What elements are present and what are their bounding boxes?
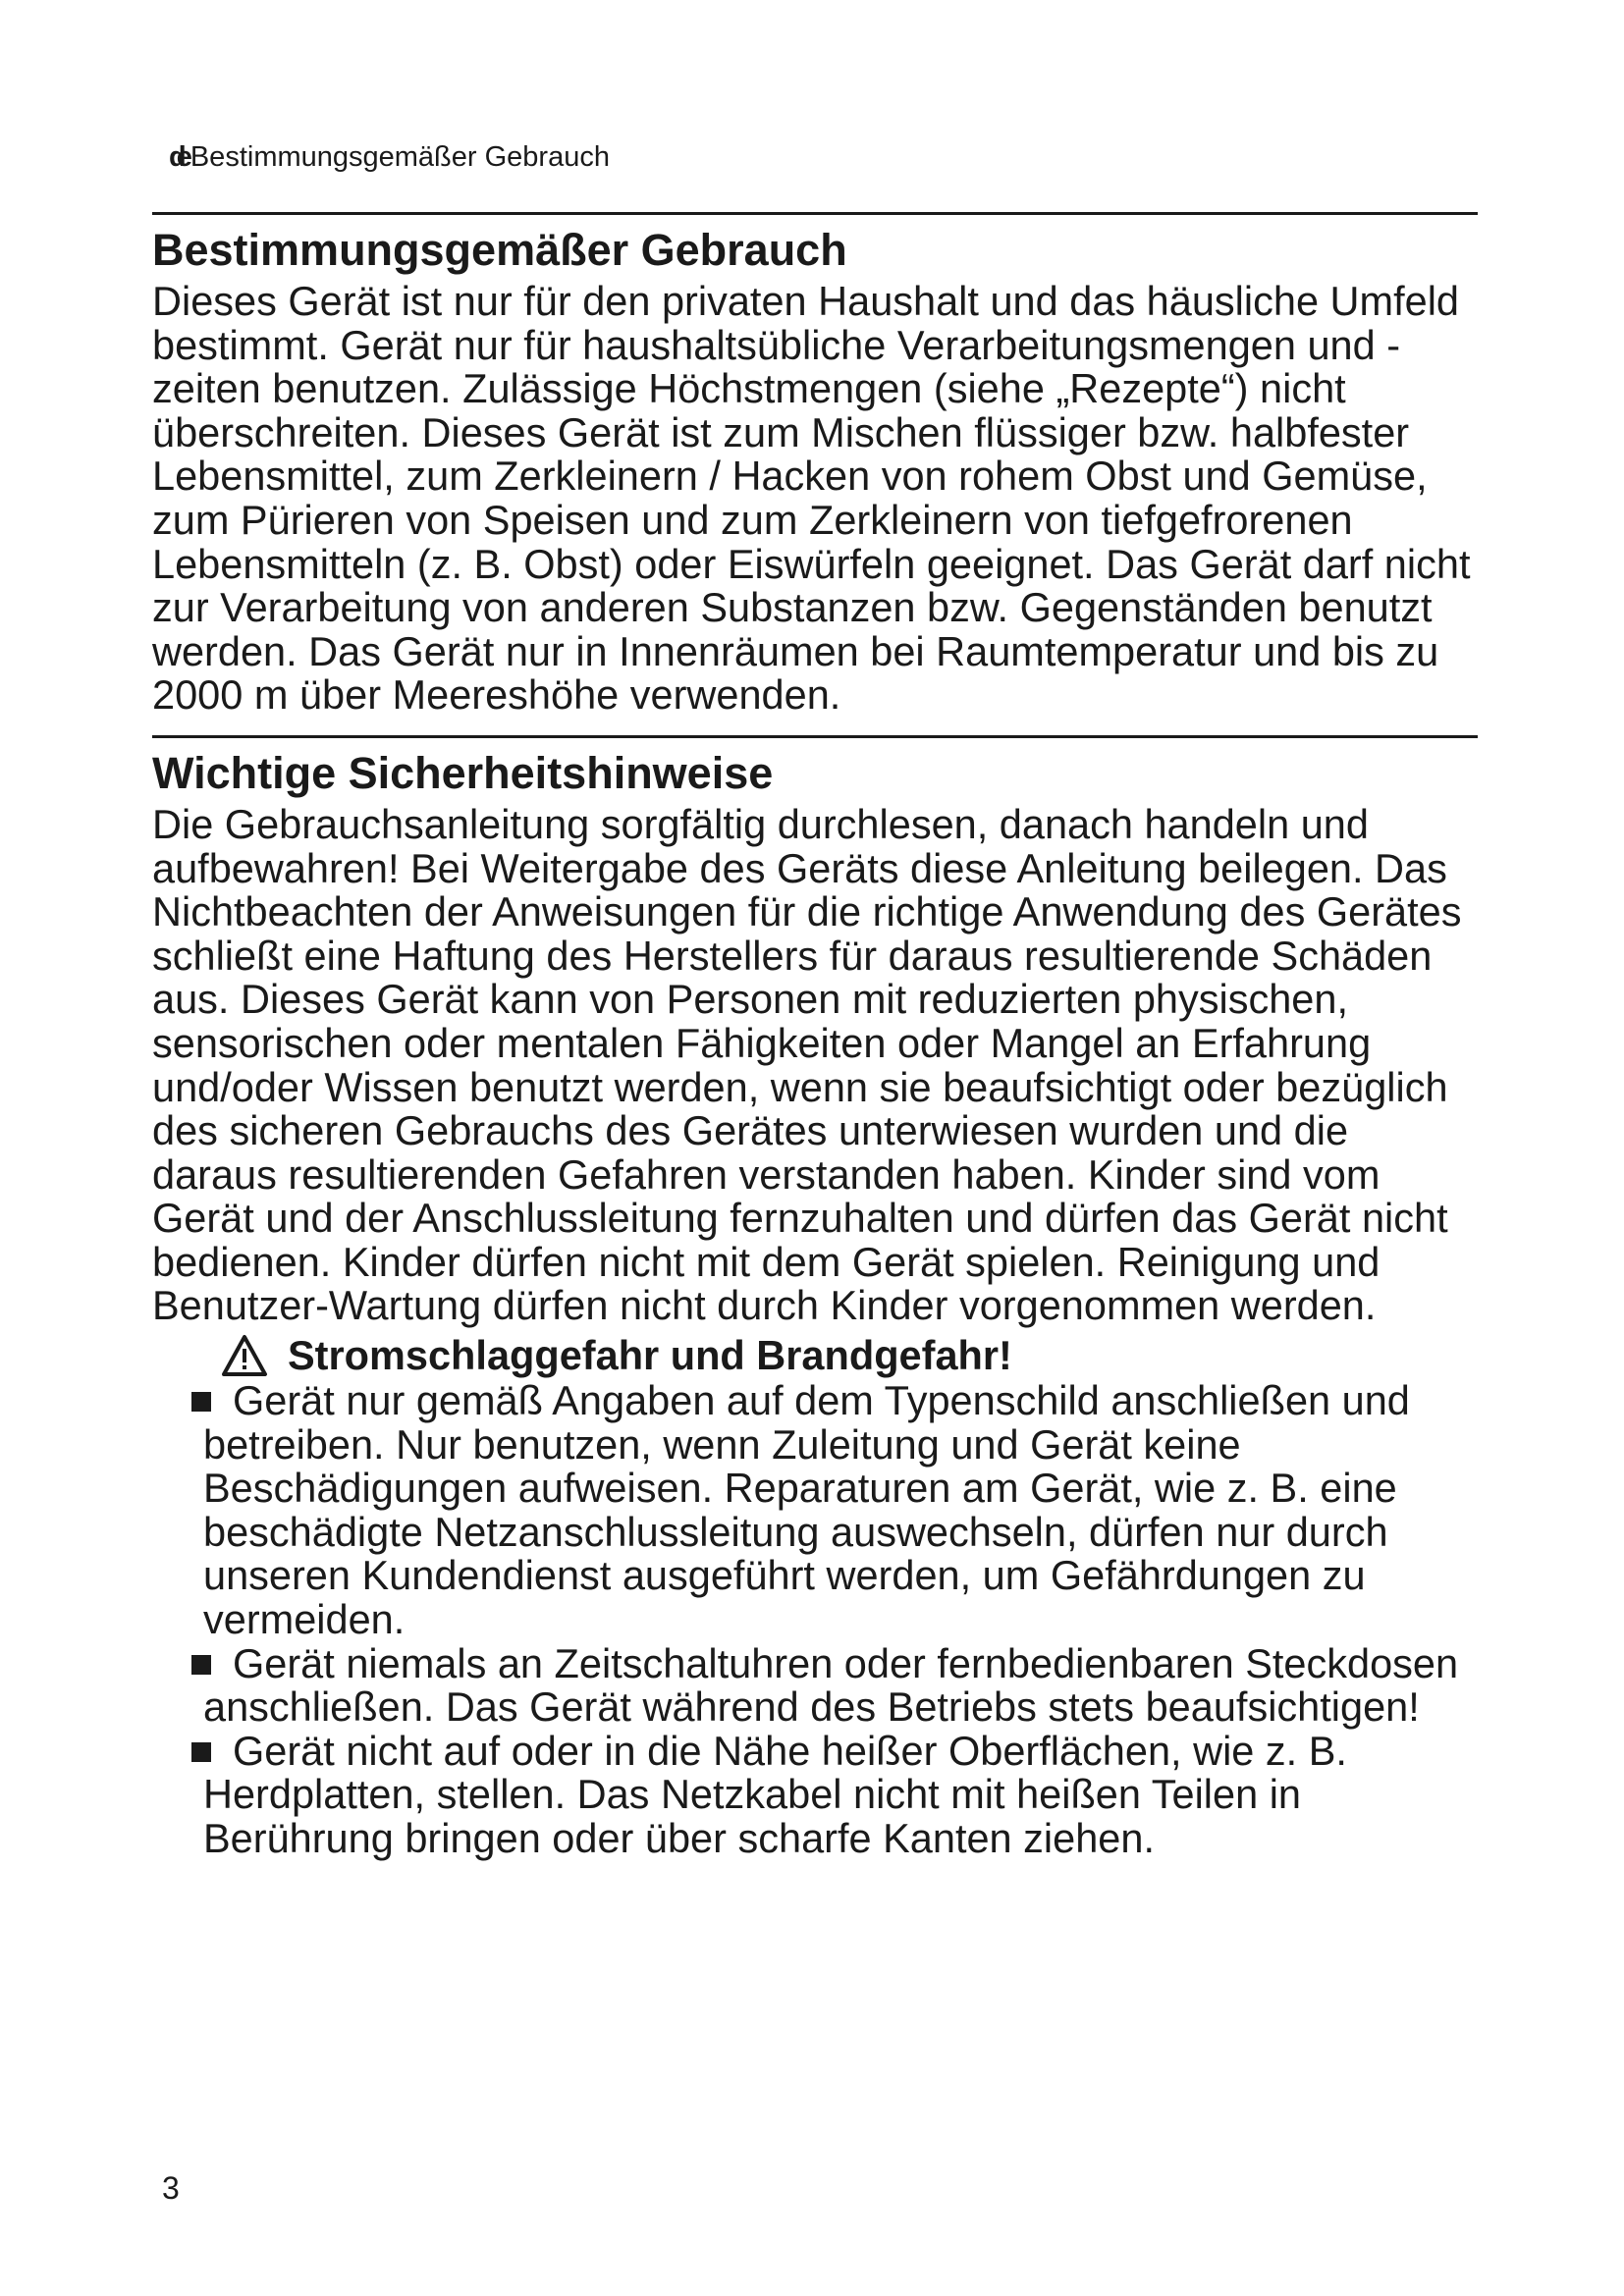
section-title-intended-use: Bestimmungsgemäßer Gebrauch <box>152 225 847 275</box>
warning-list <box>191 1379 1478 1861</box>
language-code: de <box>169 141 183 173</box>
warning-heading <box>221 1332 1478 1379</box>
list-item: Gerät nur gemäß Angaben auf dem Typenschild anschließen und betreiben. Nur benutzen, wenn Zuleitung und Gerät keine Beschädigungen aufweisen. Reparaturen am Gerät, wie z. B. eine beschädigte Netzanschlussleitung auswechseln, dürfen nur durch unseren Kundendienst ausgeführt werden, um Gefährdungen zu vermeiden. <box>191 1379 1478 1642</box>
bullet-square-icon <box>191 1392 211 1412</box>
section-divider <box>152 735 1478 738</box>
page-number: 3 <box>162 2170 180 2206</box>
section-divider <box>152 212 1478 215</box>
running-title: Bestimmungsgemäßer Gebrauch <box>189 141 610 173</box>
warning-triangle-icon <box>221 1334 268 1377</box>
bullet-square-icon <box>191 1655 211 1675</box>
section-intended-use <box>152 212 1478 718</box>
list-item: Gerät nicht auf oder in die Nähe heißer Oberflächen, wie z. B. Herdplatten, stellen. Das Netzkabel nicht mit heißen Teilen in Berührung bringen oder über scharfe Kanten ziehen. <box>191 1730 1478 1861</box>
bullet-square-icon <box>191 1742 211 1762</box>
running-header <box>169 140 610 174</box>
section-title-safety: Wichtige Sicherheitshinweise <box>152 747 774 798</box>
section-safety <box>152 735 1478 1861</box>
page-content <box>152 212 1478 1879</box>
list-item: Gerät niemals an Zeitschaltuhren oder fernbedienbaren Steckdosen anschließen. Das Gerät während des Betriebs stets beaufsichtigen! <box>191 1642 1478 1730</box>
warning-title: Stromschlaggefahr und Brandgefahr! <box>288 1332 1012 1379</box>
safety-intro-text: Die Gebrauchsanleitung sorgfältig durchlesen, danach handeln und aufbewahren! Bei Weitergabe des Geräts diese Anleitung beilegen. Das Nichtbeachten der Anweisungen für die richtige Anwendung des Gerätes schließt eine Haftung des Herstellers für daraus resultierende Schäden aus. Dieses Gerät kann von Personen mit reduzierten physischen, sensorischen oder mentalen Fähigkeiten oder Mangel an Erfahrung und/oder Wissen benutzt werden, wenn sie beaufsichtigt oder bezüglich des sicheren Gebrauchs des Gerätes unterwiesen wurden und die daraus resultierenden Gefahren verstanden haben. Kinder sind vom Gerät und der Anschlussleitung fernzuhalten und dürfen das Gerät nicht bedienen. Kinder dürfen nicht mit dem Gerät spielen. Reinigung und Benutzer-Wartung dürfen nicht durch Kinder vorgenommen werden. <box>152 800 1462 1329</box>
intended-use-text: Dieses Gerät ist nur für den privaten Haushalt und das häusliche Umfeld bestimmt. Gerät nur für haushaltsübliche Verarbeitungsmengen und -zeiten benutzen. Zulässige Höchstmengen (siehe „Rezepte“) nicht überschreiten. Dieses Gerät ist zum Mischen flüssiger bzw. halbfester Lebensmittel, zum Zerkleinern / Hacken von rohem Obst und Gemüse, zum Pürieren von Speisen und zum Zerkleinern von tiefgefrorenen Lebensmitteln (z. B. Obst) oder Eiswürfeln geeignet. Das Gerät darf nicht zur Verarbeitung von anderen Substanzen bzw. Gegenständen benutzt werden. Das Gerät nur in Innenräumen bei Raumtemperatur und bis zu 2000 m über Meereshöhe verwenden. <box>152 278 1471 719</box>
